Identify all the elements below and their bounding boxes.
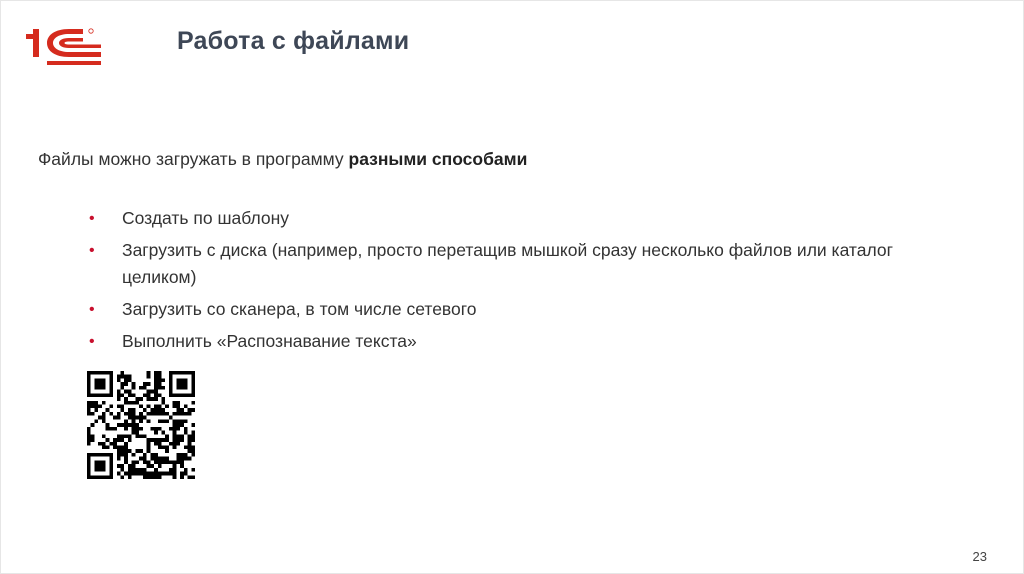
bullet-item [89, 328, 959, 355]
bullet-item [89, 237, 959, 291]
1c-logo [25, 25, 105, 69]
bullet-item [89, 296, 959, 323]
bullet-text: Создать по шаблону [122, 208, 290, 228]
bullet-text: Загрузить со сканера, в том числе сетевого [122, 299, 477, 319]
bullet-icon: • [89, 242, 95, 259]
bullet-icon: • [89, 301, 95, 318]
bullet-list [89, 205, 959, 360]
slide-title: Работа с файлами [177, 27, 410, 55]
page-number: 23 [972, 549, 987, 564]
lead-emphasis: разными способами [348, 149, 528, 169]
bullet-item [89, 205, 959, 232]
bullet-icon: • [89, 333, 95, 350]
bullet-icon: • [89, 210, 95, 227]
bullet-text: Загрузить с диска (например, просто перетащив мышкой сразу несколько файлов или каталог целиком) [122, 240, 894, 287]
lead-text: Файлы можно загружать в программу [38, 149, 349, 169]
lead-paragraph [38, 149, 527, 170]
bullet-text: Выполнить «Распознавание текста» [122, 331, 417, 351]
qr-code-icon[interactable] [87, 371, 195, 479]
